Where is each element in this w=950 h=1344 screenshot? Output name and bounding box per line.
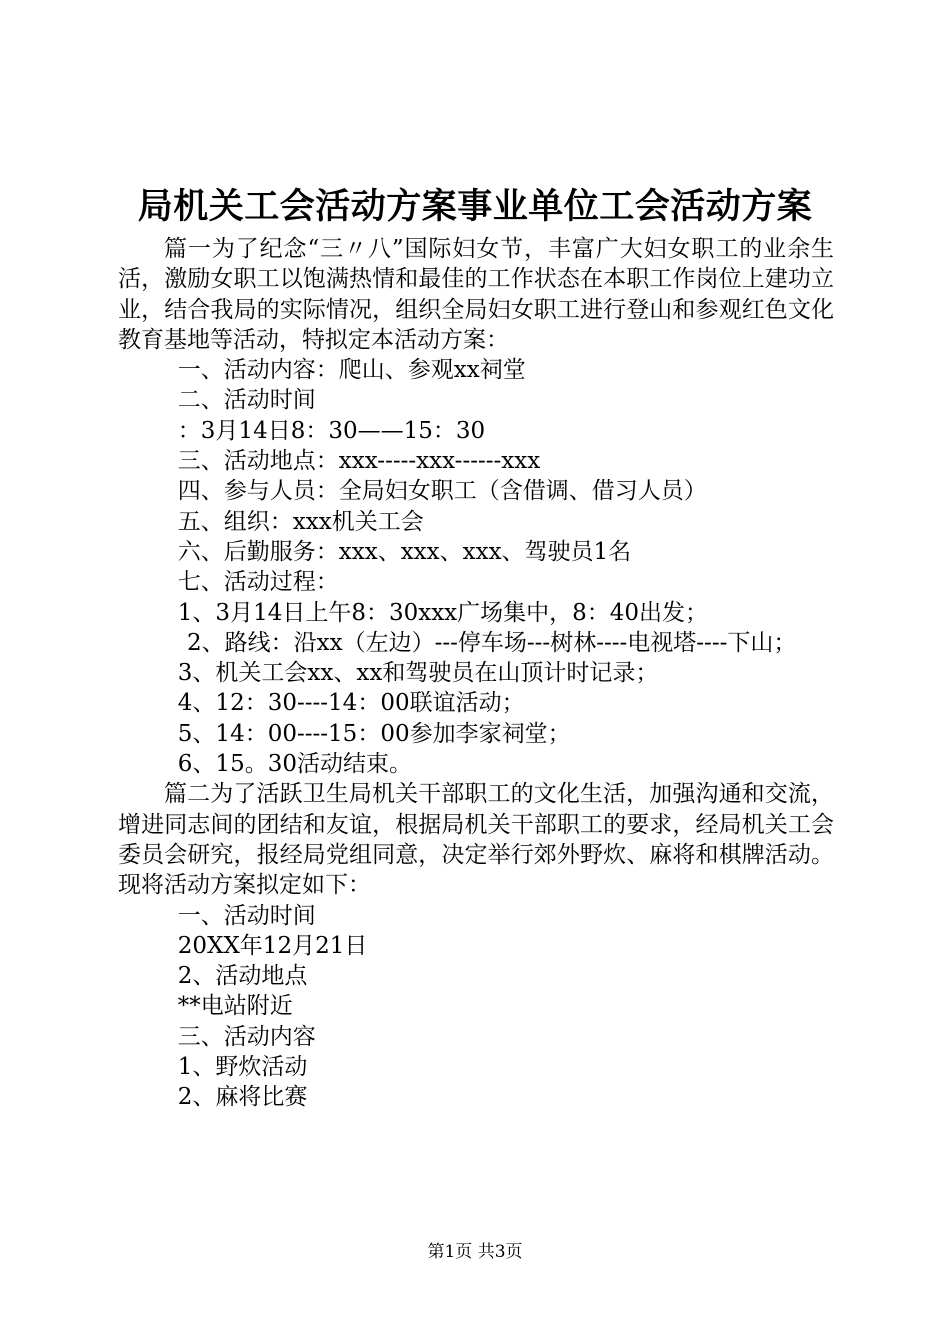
part2-item-1: 1、野炊活动 [177, 1054, 308, 1081]
part1-step-3: 3、机关工会xx、xx和驾驶员在山顶计时记录； [177, 660, 659, 687]
part1-logistics: 六、后勤服务：xxx、xxx、xxx、驾驶员1名 [177, 538, 632, 565]
document-body [118, 234, 834, 1113]
part1-intro-paragraph: 篇一为了纪念“三〃八”国际妇女节，丰富广大妇女职工的业余生活，激励女职工以饱满热情和最佳的工作状态在本职工作岗位上建功立业，结合我局的实际情况，组织全局妇女职工进行登山和参观红色文化教育基地等活动，特拟定本活动方案： [118, 236, 834, 353]
part1-activity-content: 一、活动内容：爬山、参观xx祠堂 [177, 357, 526, 384]
part1-participants: 四、参与人员：全局妇女职工（含借调、借习人员） [177, 478, 707, 505]
part1-process-heading: 七、活动过程： [177, 569, 339, 596]
part2-time-value: 20XX年12月21日 [177, 932, 368, 959]
part2-location-heading: 2、活动地点 [177, 963, 308, 990]
part1-step-5: 5、14：00----15：00参加李家祠堂； [177, 720, 571, 747]
part2-content-heading: 三、活动内容 [177, 1023, 316, 1050]
part2-item-2: 2、麻将比赛 [177, 1084, 308, 1111]
part1-organizer: 五、组织：xxx机关工会 [177, 508, 424, 535]
part1-step-4: 4、12：30----14：00联谊活动； [177, 690, 525, 717]
document-title: 局机关工会活动方案事业单位工会活动方案 [137, 186, 813, 227]
part2-intro-paragraph: 篇二为了活跃卫生局机关干部职工的文化生活，加强沟通和交流，增进同志间的团结和友谊，根据局机关干部职工的要求，经局机关工会委员会研究，报经局党组同意，决定举行郊外野炊、麻将和棋牌活动。现将活动方案拟定如下： [118, 781, 834, 899]
part2-location-value: **电站附近 [177, 993, 293, 1020]
part1-step-2-route: 2、路线：沿xx（左边）---停车场---树林----电视塔----下山； [187, 629, 797, 656]
page-footer: 第1页 共3页 [427, 1242, 523, 1262]
part1-time-value: ：3月14日8：30——15：30 [177, 417, 486, 444]
part1-location: 三、活动地点：xxx-----xxx------xxx [177, 448, 541, 475]
part1-step-1: 1、3月14日上午8：30xxx广场集中，8：40出发； [177, 599, 709, 626]
part2-time-heading: 一、活动时间 [177, 902, 316, 929]
part1-step-6: 6、15。30活动结束。 [177, 751, 412, 778]
part1-time-heading: 二、活动时间 [177, 387, 316, 414]
